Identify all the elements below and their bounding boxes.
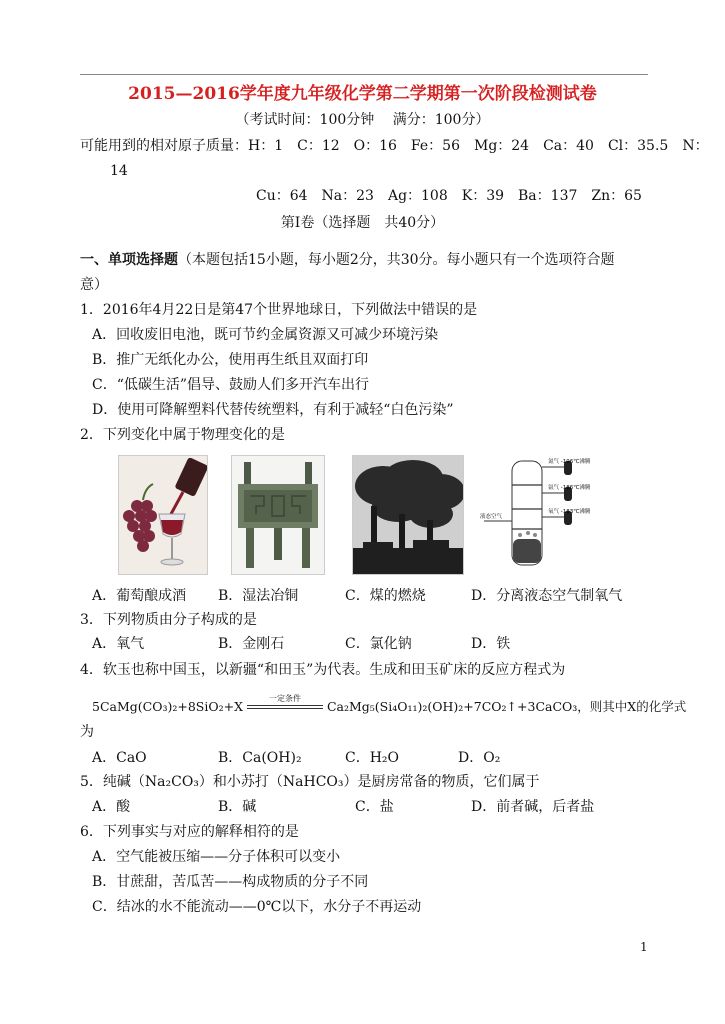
q5-option-c: C．盐: [355, 799, 394, 815]
q5-stem: 5．纯碱（Na₂CO₃）和小苏打（NaHCO₃）是厨房常备的物质，它们属于: [80, 774, 540, 790]
atomic-mass-line1: 可能用到的相对原子质量：H：1 C：12 O：16 Fe：56 Mg：24 Ca：40 Cl：35.5 N：: [80, 138, 709, 154]
bronze-ding-image: [231, 455, 325, 575]
q5-option-d: D．前者碱，后者盐: [471, 799, 595, 815]
q3-option-d: D．铁: [471, 636, 511, 652]
q1-option-c: C．“低碳生活”倡导、鼓励人们多开汽车出行: [92, 377, 370, 393]
q1-option-a: A．回收废旧电池，既可节约金属资源又可减少环境污染: [92, 327, 439, 343]
q4-option-c: C．H₂O: [345, 750, 400, 766]
q6-option-b: B．甘蔗甜，苦瓜苦——构成物质的分子不同: [92, 874, 369, 890]
header-rule: [80, 74, 648, 75]
coal-smoke-image: [352, 455, 464, 575]
volume-title: 第Ⅰ卷（选择题 共40分）: [280, 215, 445, 231]
air-separation-diagram: [478, 455, 638, 573]
q4-eq-arrow: [247, 694, 323, 709]
q4-option-b: B．Ca(OH)₂: [218, 750, 302, 766]
q5-option-a: A．酸: [92, 799, 131, 815]
q4-eq-tail: 为: [80, 724, 94, 740]
q2-option-c: C．煤的燃烧: [345, 588, 426, 604]
argon-label: 氩气 -186℃沸腾: [548, 485, 591, 491]
q3-stem: 3．下列物质由分子构成的是: [80, 612, 257, 628]
oxygen-label: 氧气 -183℃沸腾: [548, 509, 591, 515]
q4-eq-right: Ca₂Mg₅(Si₄O₁₁)₂(OH)₂+7CO₂↑+3CaCO₃，则其中X的化学式: [326, 699, 687, 714]
q4-stem: 4．软玉也称中国玉，以新疆“和田玉”为代表。生成和田玉矿床的反应方程式为: [80, 662, 566, 678]
q3-option-a: A．氧气: [92, 636, 145, 652]
q1-stem: 1．2016年4月22日是第47个世界地球日，下列做法中错误的是: [80, 302, 478, 318]
section1-desc2: 意）: [80, 277, 108, 293]
atomic-mass-line2: Cu：64 Na：23 Ag：108 K：39 Ba：137 Zn：65: [256, 188, 642, 204]
page-number: 1: [640, 940, 648, 954]
q2-stem: 2．下列变化中属于物理变化的是: [80, 427, 285, 443]
q3-option-c: C．氯化钠: [345, 636, 412, 652]
q1-option-b: B．推广无纸化办公，使用再生纸且双面打印: [92, 352, 369, 368]
atomic-mass-line1b: 14: [110, 163, 128, 179]
q4-eq-condition: 一定条件: [268, 694, 301, 703]
q6-option-a: A．空气能被压缩——分子体积可以变小: [92, 849, 341, 865]
q6-option-c: C．结冰的水不能流动——0℃以下，水分子不再运动: [92, 899, 422, 915]
q4-eq-left: 5CaMg(CO₃)₂+8SiO₂+X: [92, 699, 243, 714]
page-title: 2015—2016学年度九年级化学第二学期第一次阶段检测试卷: [128, 84, 597, 104]
q2-option-b: B．湿法冶铜: [218, 588, 299, 604]
section1-desc: （本题包括15小题，每小题2分，共30分。每小题只有一个选项符合题: [178, 252, 615, 268]
section1-heading: 一、单项选择题: [80, 252, 178, 268]
q4-option-a: A．CaO: [92, 750, 147, 766]
q6-stem: 6．下列事实与对应的解释相符的是: [80, 824, 299, 840]
nitrogen-label: 氮气 -196℃沸腾: [548, 459, 591, 465]
exam-info: （考试时间：100分钟 满分：100分）: [235, 112, 490, 128]
q3-option-b: B．金刚石: [218, 636, 285, 652]
q4-equation: [92, 694, 687, 717]
q2-option-d: D．分离液态空气制氧气: [471, 588, 623, 604]
q2-option-a: A．葡萄酿成酒: [92, 588, 187, 604]
q1-option-d: D．使用可降解塑料代替传统塑料，有利于减轻“白色污染”: [92, 402, 454, 418]
wine-grapes-image: [118, 455, 208, 575]
section1-line: [80, 250, 615, 270]
q5-option-b: B．碱: [218, 799, 257, 815]
liquid-air-label: 液态空气: [480, 514, 503, 520]
q4-option-d: D．O₂: [458, 750, 501, 766]
